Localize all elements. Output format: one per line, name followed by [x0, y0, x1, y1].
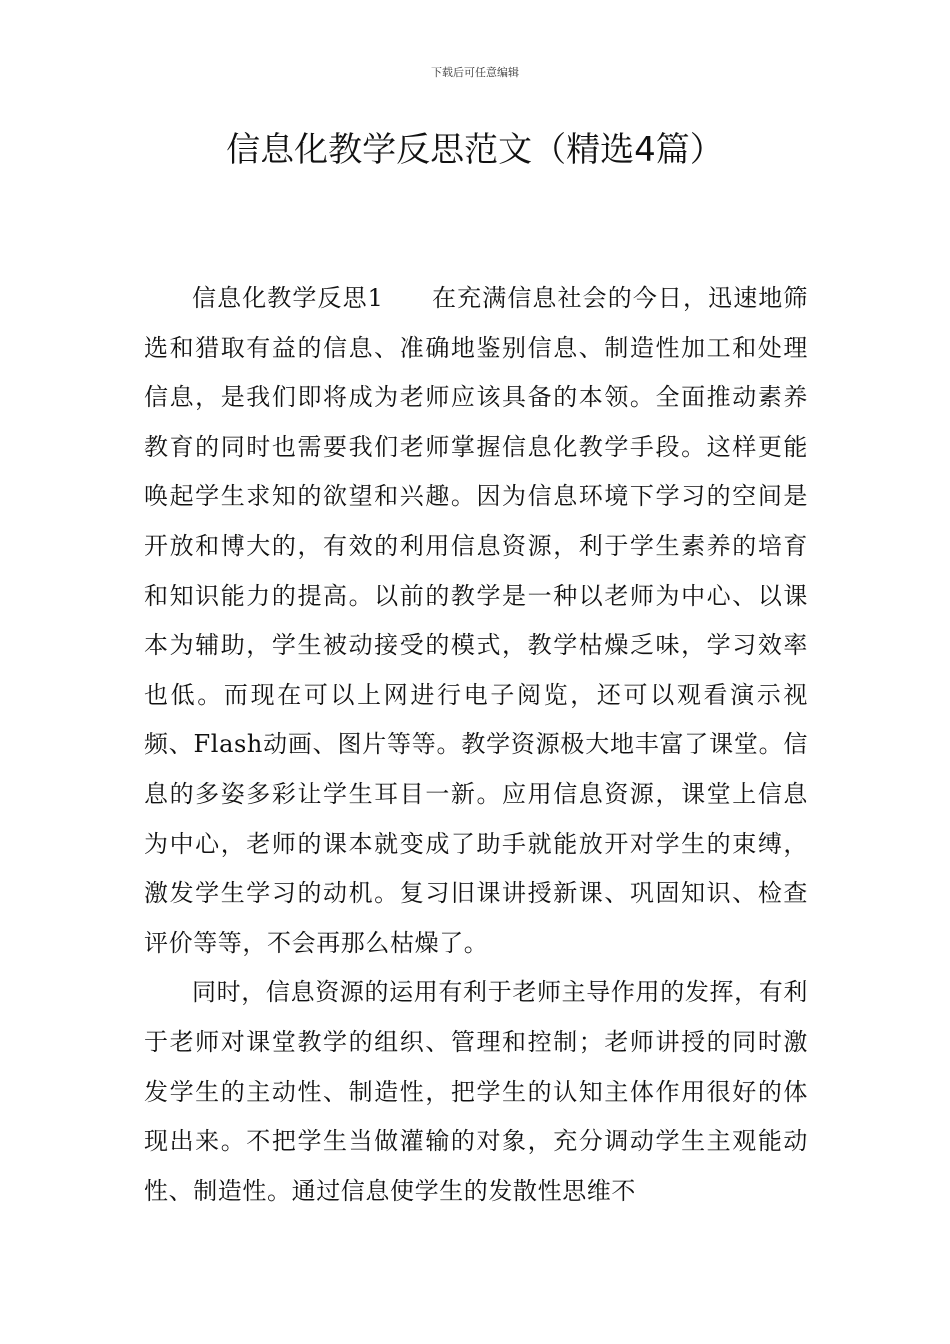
paragraph-2: 同时，信息资源的运用有利于老师主导作用的发挥，有利于老师对课堂教学的组织、管理和控制；老师讲授的同时激发学生的主动性、制造性，把学生的认知主体作用很好的体现出来。不把学生当做灌输的对象，充分调动学生主观能动性、制造性。通过信息使学生的发散性思维不 [144, 978, 808, 1205]
document-title: 信息化教学反思范文（精选4篇） [226, 130, 724, 170]
document-body [144, 274, 808, 1216]
paragraph-1-text: 在充满信息社会的今日，迅速地筛选和猎取有益的信息、准确地鉴别信息、制造性加工和处理信息，是我们即将成为老师应该具备的本领。全面推动素养教育的同时也需要我们老师掌握信息化教学手段。这样更能唤起学生求知的欲望和兴趣。因为信息环境下学习的空间是开放和博大的，有效的利用信息资源，利于学生素养的培育和知识能力的提高。以前的教学是一种以老师为中心、以课本为辅助，学生被动接受的模式，教学枯燥乏味，学习效率也低。而现在可以上网进行电子阅览，还可以观看演示视频、Flash动画、图片等等。教学资源极大地丰富了课堂。信息的多姿多彩让学生耳目一新。应用信息资源，课堂上信息为中心，老师的课本就变成了助手就能放开对学生的束缚，激发学生学习的动机。复习旧课讲授新课、巩固知识、检查评价等等，不会再那么枯燥了。 [144, 284, 808, 957]
section-heading: 信息化教学反思1 [192, 284, 384, 312]
paragraph-1 [144, 274, 808, 968]
header-note: 下载后可任意编辑 [431, 66, 519, 79]
